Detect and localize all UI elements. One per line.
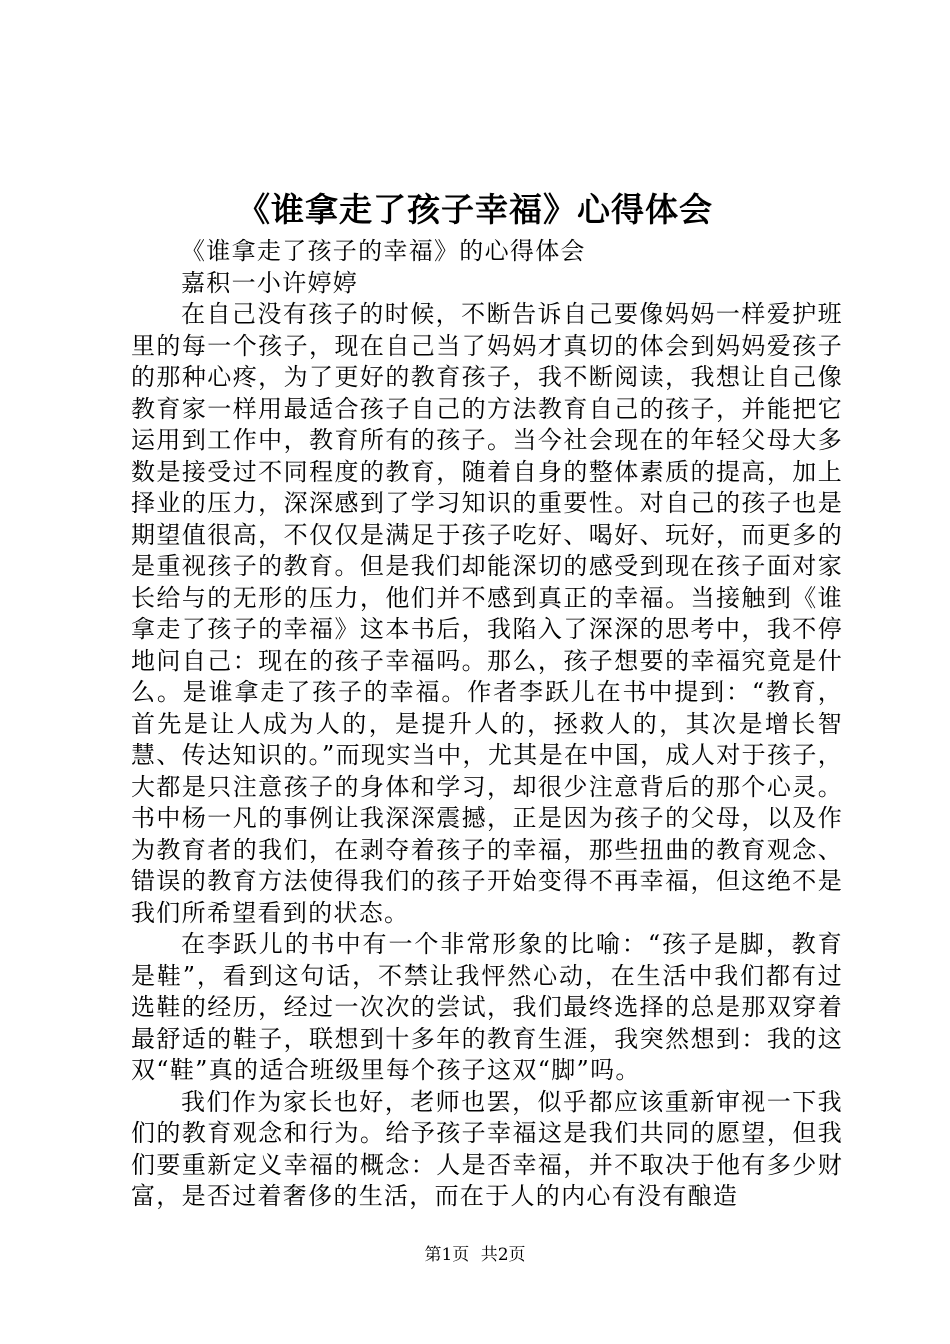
document-title: 《谁拿走了孩子幸福》心得体会 [237, 190, 713, 229]
page-number-footer: 第1页 共2页 [424, 1245, 526, 1265]
subtitle-paragraph: 《谁拿走了孩子的幸福》的心得体会 [181, 237, 586, 265]
document-body [131, 236, 843, 1213]
body-paragraph-3: 我们作为家长也好，老师也罢，似乎都应该重新审视一下我们的教育观念和行为。给予孩子幸福这是我们共同的愿望，但我们要重新定义幸福的概念：人是否幸福，并不取决于他有多少财富，是否过着奢侈的生活，而在于人的内心有没有酿造 [131, 1087, 843, 1210]
author-paragraph: 嘉积一小许婷婷 [181, 268, 359, 297]
body-paragraph-2: 在李跃儿的书中有一个非常形象的比喻：“孩子是脚，教育是鞋”，看到这句话，不禁让我怦然心动，在生活中我们都有过选鞋的经历，经过一次次的尝试，我们最终选择的总是那双穿着最舒适的鞋子，联想到十多年的教育生涯，我突然想到：我的这双“鞋”真的适合班级里每个孩子这双“脚”吗。 [131, 930, 843, 1084]
body-paragraph-1: 在自己没有孩子的时候，不断告诉自己要像妈妈一样爱护班里的每一个孩子，现在自己当了妈妈才真切的体会到妈妈爱孩子的那种心疼，为了更好的教育孩子，我不断阅读，我想让自己像教育家一样用最适合孩子自己的方法教育自己的孩子，并能把它运用到工作中，教育所有的孩子。当今社会现在的年轻父母大多数是接受过不同程度的教育，随着自身的整体素质的提高，加上择业的压力，深深感到了学习知识的重要性。对自己的孩子也是期望值很高，不仅仅是满足于孩子吃好、喝好、玩好，而更多的是重视孩子的教育。但是我们却能深切的感受到现在孩子面对家长给与的无形的压力，他们并不感到真正的幸福。当接触到《谁拿走了孩子的幸福》这本书后，我陷入了深深的思考中，我不停地问自己：现在的孩子幸福吗。那么，孩子想要的幸福究竟是什么。是谁拿走了孩子的幸福。作者李跃儿在书中提到：“教育，首先是让人成为人的，是提升人的，拯救人的，其次是增长智慧、传达知识的。”而现实当中，尤其是在中国，成人对于孩子，大都是只注意孩子的身体和学习，却很少注意背后的那个心灵。书中杨一凡的事例让我深深震撼，正是因为孩子的父母，以及作为教育者的我们，在剥夺着孩子的幸福，那些扭曲的教育观念、错误的教育方法使得我们的孩子开始变得不再幸福，但这绝不是我们所希望看到的状态。 [131, 300, 843, 927]
